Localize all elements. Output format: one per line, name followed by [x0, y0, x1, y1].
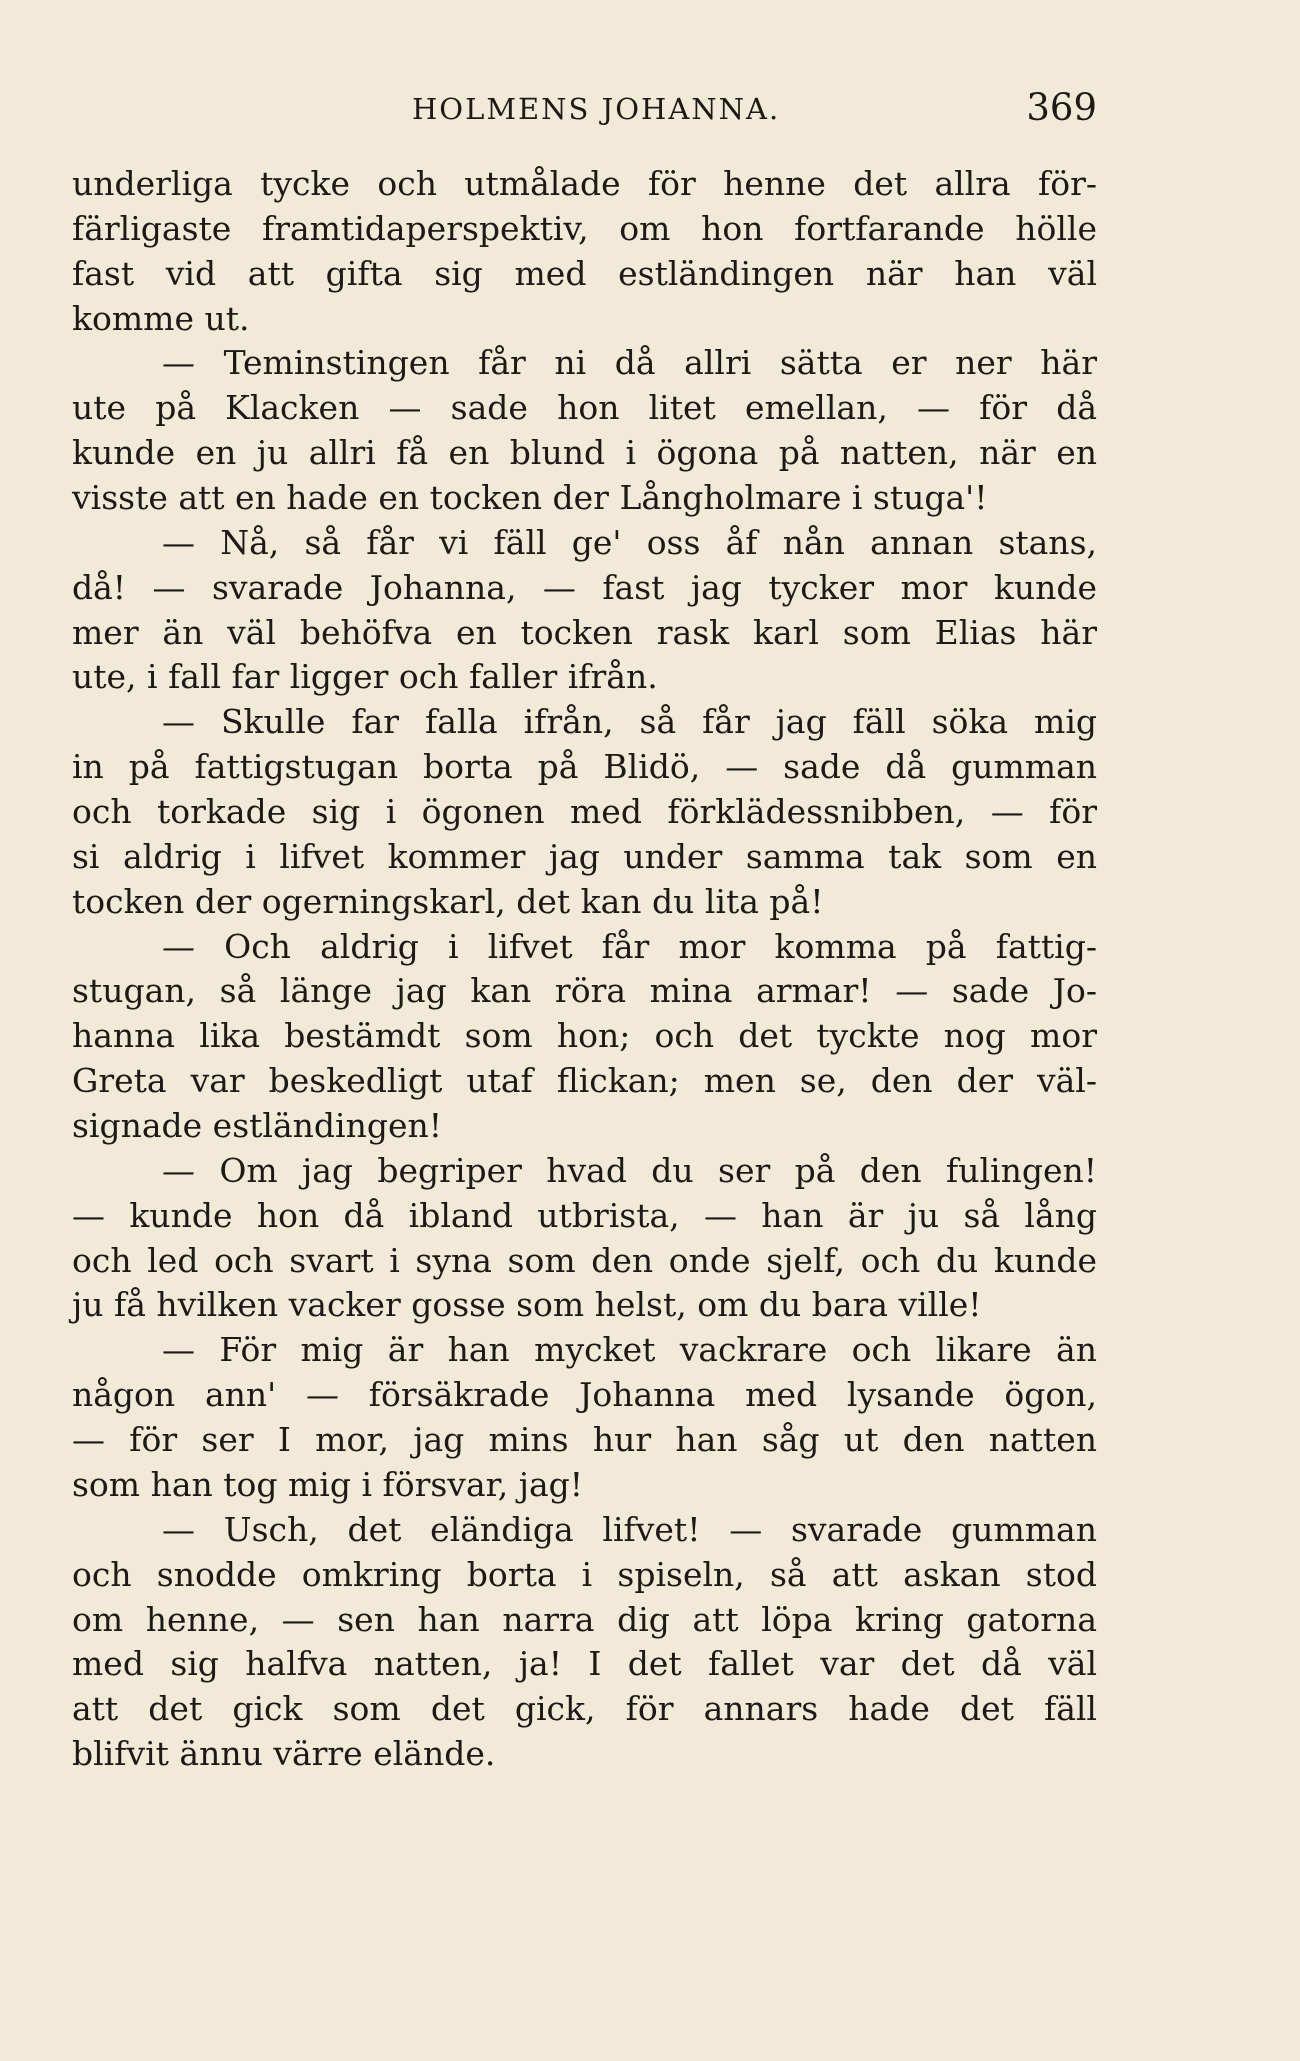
text-line-21: Greta var beskedligt utaf flickan; men se, den der väl-	[72, 1061, 1097, 1101]
text-line-17: tocken der ogerningskarl, det kan du lita på!	[72, 881, 824, 921]
text-line-4: komme ut.	[72, 298, 250, 338]
text-line-16: si aldrig i lifvet kommer jag under samma tak som en	[72, 836, 1097, 876]
text-line-22: signade estländingen!	[72, 1106, 442, 1146]
text-line-25: och led och svart i syna som den onde sjelf, och du kunde	[72, 1240, 1097, 1280]
text-line-7: kunde en ju allri få en blund i ögona på natten, när en	[72, 433, 1097, 473]
text-line-30: som han tog mig i försvar, jag!	[72, 1464, 584, 1504]
text-line-5: — Teminstingen får ni då allri sätta er ner här	[162, 343, 1097, 383]
text-line-1: underliga tycke och utmålade för henne det allra för-	[72, 164, 1097, 203]
text-line-35: att det gick som det gick, för annars hade det fäll	[72, 1689, 1097, 1729]
text-line-34: med sig halfva natten, ja! I det fallet var det då väl	[72, 1644, 1097, 1684]
text-line-28: någon ann' — försäkrade Johanna med lysande ögon,	[72, 1375, 1097, 1415]
text-line-14: in på fattigstugan borta på Blidö, — sade då gumman	[72, 747, 1097, 787]
text-line-20: hanna lika bestämdt som hon; och det tyckte nog mor	[72, 1016, 1097, 1056]
text-line-6: ute på Klacken — sade hon litet emellan, — för då	[72, 388, 1097, 428]
text-line-12: ute, i fall far ligger och faller ifrån.	[72, 657, 658, 697]
text-line-9: — Nå, så får vi fäll ge' oss åf nån annan stans,	[162, 522, 1097, 562]
text-line-33: om henne, — sen han narra dig att löpa kring gatorna	[72, 1599, 1097, 1639]
body-text	[72, 162, 1097, 1777]
text-line-18: — Och aldrig i lifvet får mor komma på fattig-	[162, 926, 1097, 966]
page-number: 369	[1026, 86, 1097, 129]
text-line-11: mer än väl behöfva en tocken rask karl som Elias här	[72, 612, 1097, 652]
text-line-19: stugan, så länge jag kan röra mina armar! — sade Jo-	[72, 971, 1097, 1011]
text-line-15: och torkade sig i ögonen med förklädessnibben, — för	[72, 792, 1097, 832]
text-line-24: — kunde hon då ibland utbrista, — han är ju så lång	[72, 1195, 1097, 1235]
text-line-29: — för ser I mor, jag mins hur han såg ut den natten	[72, 1420, 1097, 1460]
text-line-13: — Skulle far falla ifrån, så får jag fäll söka mig	[162, 702, 1097, 742]
text-line-10: då! — svarade Johanna, — fast jag tycker mor kunde	[72, 567, 1097, 607]
text-line-2: färligaste framtidaperspektiv, om hon fortfarande hölle	[72, 208, 1097, 248]
text-line-3: fast vid att gifta sig med estländingen när han väl	[72, 253, 1097, 293]
text-line-26: ju få hvilken vacker gosse som helst, om du bara ville!	[72, 1285, 982, 1325]
text-line-31: — Usch, det eländiga lifvet! — svarade gumman	[162, 1509, 1097, 1549]
text-line-36: blifvit ännu värre elände.	[72, 1734, 496, 1774]
page-header	[72, 82, 1097, 132]
text-line-23: — Om jag begriper hvad du ser på den fulingen!	[162, 1150, 1097, 1190]
text-line-32: och snodde omkring borta i spiseln, så att askan stod	[72, 1554, 1097, 1594]
running-title: HOLMENS JOHANNA.	[412, 92, 781, 126]
text-line-8: visste att en hade en tocken der Långholmare i stuga'!	[72, 478, 988, 518]
text-line-27: — För mig är han mycket vackrare och likare än	[162, 1330, 1097, 1370]
